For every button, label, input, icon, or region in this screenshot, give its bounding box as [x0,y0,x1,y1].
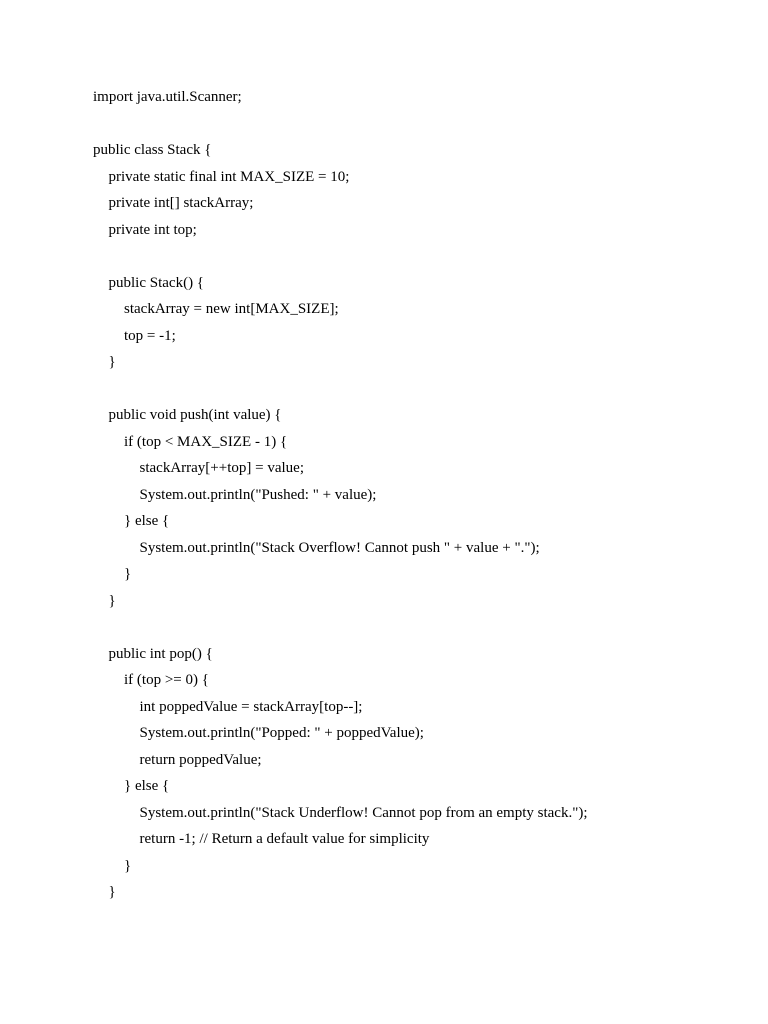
code-line: } [124,857,132,874]
code-line: } else { [124,513,170,529]
code-line: } [108,592,116,609]
code-line: public int pop() { [108,645,213,662]
code-line: } [124,566,132,582]
code-line: int poppedValue = stackArray[top--]; [139,698,363,715]
code-line: } else { [124,778,170,794]
code-line: stackArray[++top] = value; [139,460,304,476]
code-listing [93,84,588,906]
code-line: public Stack() { [108,274,205,291]
code-line: private int top; [108,221,197,238]
code-line: System.out.println("Stack Overflow! Cannot push " + value + "."); [139,539,540,556]
code-line: } [108,884,116,900]
blank-line [93,243,588,270]
code-line: System.out.println("Stack Underflow! Cannot pop from an empty stack."); [139,804,588,821]
code-line: public class Stack { [93,142,212,158]
blank-line [93,111,588,138]
code-line: if (top < MAX_SIZE - 1) { [124,433,288,450]
code-line: return poppedValue; [139,751,262,768]
code-line: top = -1; [124,327,176,344]
code-line: System.out.println("Popped: " + poppedValue); [139,725,424,741]
code-line: if (top >= 0) { [124,672,209,688]
blank-line [93,376,588,403]
code-line: System.out.println("Pushed: " + value); [139,486,377,503]
code-line: } [108,354,116,370]
code-line: public void push(int value) { [108,407,282,423]
code-line: return -1; // Return a default value for simplicity [139,831,430,847]
code-line: import java.util.Scanner; [93,89,242,105]
code-line: private static final int MAX_SIZE = 10; [108,168,350,185]
code-line: private int[] stackArray; [108,195,254,211]
blank-line [93,614,588,641]
code-line: stackArray = new int[MAX_SIZE]; [124,301,339,317]
